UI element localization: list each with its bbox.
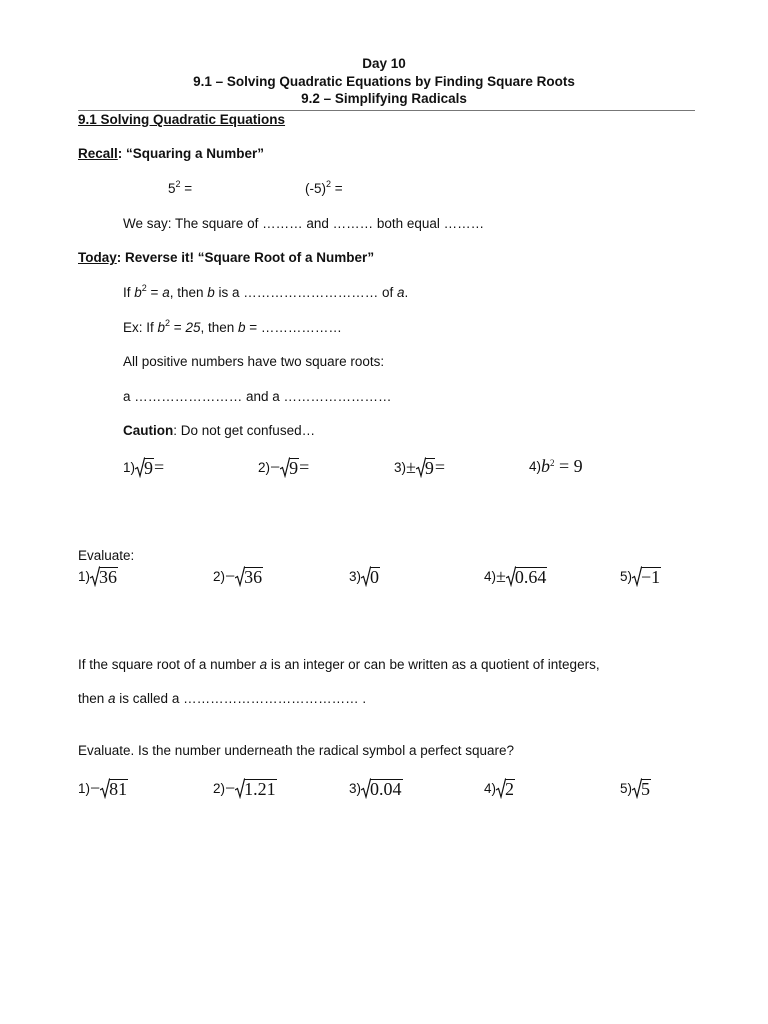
rational-line-2 — [78, 691, 366, 706]
item-number: 4) — [529, 459, 542, 474]
e3: 2 — [165, 318, 171, 328]
r6: is called a ………………………………… . — [115, 691, 367, 706]
var-b: b — [541, 456, 551, 476]
radicand: 1.21 — [244, 778, 276, 799]
item-number: 4) — [484, 568, 497, 584]
header-divider — [78, 110, 695, 111]
item-number: 1) — [78, 568, 91, 584]
square-root — [235, 777, 277, 799]
e5: 25 — [185, 320, 201, 335]
expr1-tail: = — [180, 181, 193, 196]
e2: b — [157, 320, 166, 335]
equals-sign: = — [299, 456, 310, 477]
evaluate-label: Evaluate: — [78, 548, 135, 563]
square-root — [416, 456, 435, 478]
e1: Ex: If — [123, 320, 158, 335]
perfect-square-item-1 — [78, 777, 128, 799]
item-number: 2) — [258, 459, 271, 475]
r2: a — [259, 657, 268, 672]
today-heading — [78, 250, 374, 265]
r5: a — [108, 691, 116, 706]
recall-text: : “Squaring a Number” — [117, 146, 265, 161]
sign-prefix: − — [270, 456, 281, 477]
caution-item-3 — [394, 456, 445, 478]
section-title: 9.1 Solving Quadratic Equations — [78, 112, 286, 127]
t1: If — [123, 285, 135, 300]
header-line-1: 9.1 – Solving Quadratic Equations by Finding Square Roots — [193, 74, 575, 89]
evaluate-item-3 — [349, 565, 380, 587]
e7: b — [238, 320, 246, 335]
today-example — [123, 320, 342, 335]
r3: is an integer or can be written as a quotient of integers, — [267, 657, 600, 672]
t3: 2 — [141, 283, 147, 293]
square-root — [90, 565, 118, 587]
t6: , then — [169, 285, 208, 300]
positive-roots: All positive numbers have two square roots: — [123, 354, 385, 369]
caution-line — [123, 423, 315, 438]
t5: a — [162, 285, 170, 300]
expr2-base: (-5) — [305, 181, 326, 196]
a-and-a: a …………………… and a …………………… — [123, 389, 392, 404]
expr2-exp: 2 — [326, 179, 332, 189]
radicand: 0 — [370, 566, 380, 587]
item-number: 3) — [349, 568, 362, 584]
item-number: 1) — [123, 459, 136, 475]
equals-sign: = — [154, 456, 165, 477]
caution-item-4 — [529, 456, 583, 477]
square-root — [100, 777, 128, 799]
recall-we-say: We say: The square of ……… and ……… both equal ……… — [123, 216, 485, 231]
today-text: : Reverse it! “Square Root of a Number” — [116, 250, 375, 265]
square-root — [135, 456, 154, 478]
t7: b — [207, 285, 215, 300]
radicand: 9 — [289, 457, 299, 478]
equals-sign: = — [434, 456, 446, 477]
radicand: 9 — [424, 457, 434, 478]
item-number: 4) — [484, 780, 497, 796]
radicand: 0.04 — [370, 778, 402, 799]
square-root — [361, 565, 380, 587]
rational-line-1 — [78, 657, 600, 672]
b-squared-expression — [541, 456, 583, 477]
sign-prefix: − — [90, 777, 101, 798]
sign-prefix: − — [225, 777, 236, 798]
header-line-2: 9.2 – Simplifying Radicals — [301, 91, 467, 106]
square-root — [506, 565, 548, 587]
today-if-line — [123, 285, 408, 300]
recall-label: Recall — [78, 146, 118, 161]
day-title: Day 10 — [362, 56, 406, 71]
square-root — [235, 565, 263, 587]
sign-prefix: ± — [496, 565, 506, 586]
equals-nine: = 9 — [554, 456, 583, 476]
item-number: 3) — [349, 780, 362, 796]
evaluate-item-4 — [484, 565, 547, 587]
item-number: 5) — [620, 568, 633, 584]
square-root — [496, 777, 515, 799]
evaluate-item-1 — [78, 565, 118, 587]
expr1-base: 5 — [168, 181, 176, 196]
radicand: 0.64 — [514, 566, 547, 587]
radicand: 81 — [109, 778, 128, 799]
caution-label: Caution — [123, 423, 174, 438]
r4: then — [78, 691, 109, 706]
radicand: 36 — [99, 566, 118, 587]
e4: = — [170, 320, 186, 335]
expr1-exp: 2 — [175, 179, 181, 189]
t10: . — [404, 285, 409, 300]
caution-text: : Do not get confused… — [173, 423, 316, 438]
square-root — [280, 456, 299, 478]
t4: = — [146, 285, 163, 300]
t9: a — [397, 285, 405, 300]
exponent: 2 — [550, 458, 555, 468]
today-label: Today — [78, 250, 117, 265]
recall-expr-2 — [305, 181, 343, 196]
perfect-square-item-4 — [484, 777, 515, 799]
expr2-tail: = — [331, 181, 343, 196]
radicand: 2 — [505, 778, 515, 799]
square-root — [632, 777, 651, 799]
item-number: 3) — [394, 459, 407, 475]
e8: = ……………… — [245, 320, 342, 335]
evaluate2-label: Evaluate. Is the number underneath the radical symbol a perfect square? — [78, 743, 515, 758]
recall-heading — [78, 146, 264, 161]
evaluate-item-2 — [213, 565, 263, 587]
evaluate-item-5 — [620, 565, 661, 587]
sign-prefix: ± — [406, 456, 416, 477]
radicand: 5 — [641, 778, 651, 799]
radicand: −1 — [641, 566, 661, 587]
item-number: 1) — [78, 780, 91, 796]
square-root — [632, 565, 661, 587]
item-number: 2) — [213, 780, 226, 796]
radicand: 9 — [144, 457, 154, 478]
sign-prefix: − — [225, 565, 236, 586]
e6: , then — [200, 320, 238, 335]
perfect-square-item-5 — [620, 777, 651, 799]
r1: If the square root of a number — [78, 657, 260, 672]
caution-item-2 — [258, 456, 309, 478]
radicand: 36 — [244, 566, 263, 587]
perfect-square-item-2 — [213, 777, 277, 799]
perfect-square-item-3 — [349, 777, 403, 799]
item-number: 2) — [213, 568, 226, 584]
square-root — [361, 777, 403, 799]
recall-expr-1 — [168, 181, 192, 196]
item-number: 5) — [620, 780, 633, 796]
caution-item-1 — [123, 456, 164, 478]
t8: is a ………………………… of — [214, 285, 398, 300]
t2: b — [134, 285, 142, 300]
